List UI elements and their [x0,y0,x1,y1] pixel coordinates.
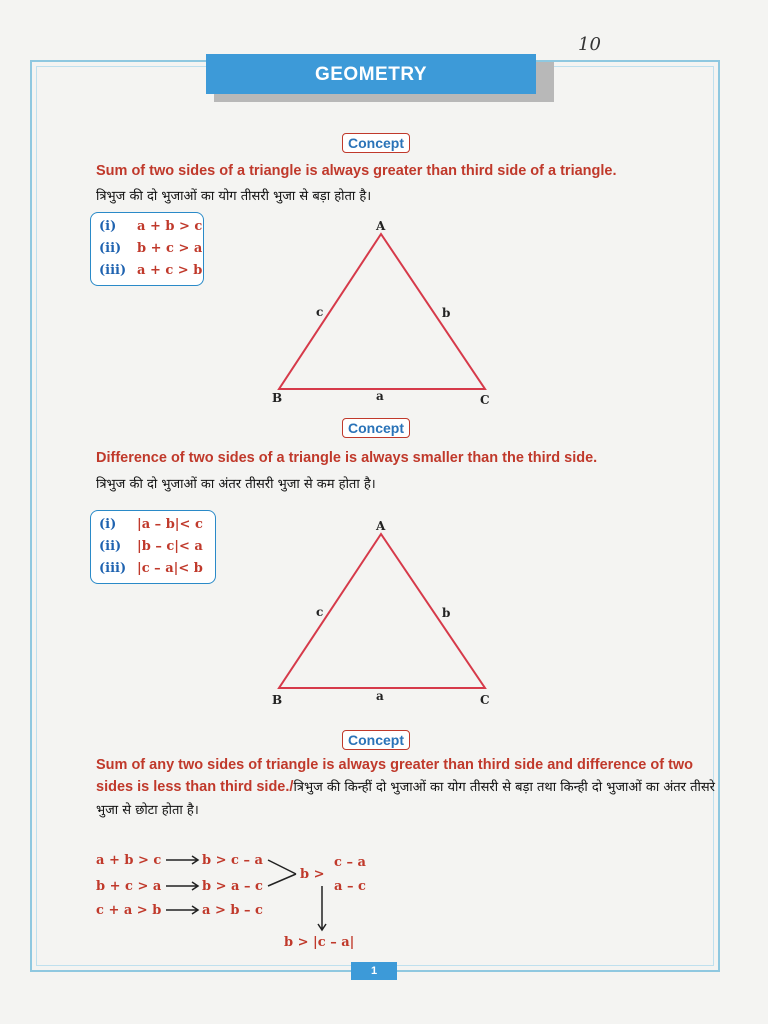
derivation-merge-top: c – a [334,855,366,870]
arrow-right-icon [166,856,198,864]
concept-badge-2: Concept [342,418,410,438]
concept-3-hindi: त्रिभुज की किन्हीं दो भुजाओं का योग तीसरी से बड़ा तथा किन्ही दो भुजाओं का अंतर तीसरे भुजा से छोटा होता है। [96,780,716,818]
rules-box-2 [90,510,216,584]
rule-number: (i) [99,219,117,234]
rule-expression: a + c > b [137,263,203,278]
side-label-c: c [316,305,324,319]
arrow-down-icon [318,886,326,930]
rule-row [99,216,203,238]
rule-expression: a + b > c [137,219,203,234]
derivation-right-2: b > a – c [202,879,263,894]
handwritten-page-mark: 10 [578,34,601,55]
rule-expression: b + c > a [137,241,203,256]
vertex-label-b: B [272,391,283,405]
side-label-c: c [316,605,324,619]
derivation-left-2: b + c > a [96,879,162,894]
derivation-diagram [90,848,390,958]
concept-1-english: Sum of two sides of a triangle is always greater than third side of a triangle. [96,163,617,179]
derivation-left-1: a + b > c [96,853,162,868]
concept-badge-3: Concept [342,730,410,750]
merge-bracket-icon [268,860,296,886]
page-title: GEOMETRY [206,54,536,94]
derivation-left-3: c + a > b [96,903,162,918]
vertex-label-a: A [376,219,386,233]
triangle-diagram-1 [260,216,510,411]
rule-number: (i) [99,517,117,532]
concept-3-text [96,754,716,822]
rules-box-1 [90,212,204,286]
derivation-merge-bottom: a – c [334,879,366,894]
side-label-b: b [442,306,451,320]
rule-number: (ii) [99,539,122,554]
derivation-right-3: a > b – c [202,903,263,918]
concept-badge-1: Concept [342,133,410,153]
rule-number: (ii) [99,241,122,256]
rule-row [99,558,207,580]
rule-expression: |a – b|< c [137,517,203,532]
derivation-right-1: b > c – a [202,853,263,868]
rule-row [99,260,203,282]
triangle-diagram-2 [260,516,510,711]
derivation-result: b > |c – a| [284,935,355,950]
rule-expression: |b – c|< a [137,539,203,554]
concept-1-hindi: त्रिभुज की दो भुजाओं का योग तीसरी भुजा से बड़ा होता है। [96,189,372,204]
concept-3-english: Sum of any two sides of triangle is always greater than third side and difference of two sides is less than third side./ [96,757,694,795]
arrow-right-icon [166,882,198,890]
rule-expression: |c – a|< b [137,561,203,576]
side-label-a: a [376,389,384,403]
rule-row [99,514,207,536]
rule-row [99,238,203,260]
rule-number: (iii) [99,263,127,278]
rule-number: (iii) [99,561,127,576]
vertex-label-b: B [272,693,283,707]
footer-page-number: 1 [351,962,397,980]
concept-2-english: Difference of two sides of a triangle is always smaller than the third side. [96,450,598,466]
arrow-right-icon [166,906,198,914]
concept-2-hindi: त्रिभुज की दो भुजाओं का अंतर तीसरी भुजा से कम होता है। [96,477,376,492]
side-label-b: b [442,606,451,620]
rule-row [99,536,207,558]
side-label-a: a [376,689,384,703]
derivation-merge-label: b > [300,867,325,882]
triangle-shape [279,234,485,389]
triangle-shape [279,534,485,688]
vertex-label-a: A [376,519,386,533]
vertex-label-c: C [480,693,490,707]
vertex-label-c: C [480,393,490,407]
